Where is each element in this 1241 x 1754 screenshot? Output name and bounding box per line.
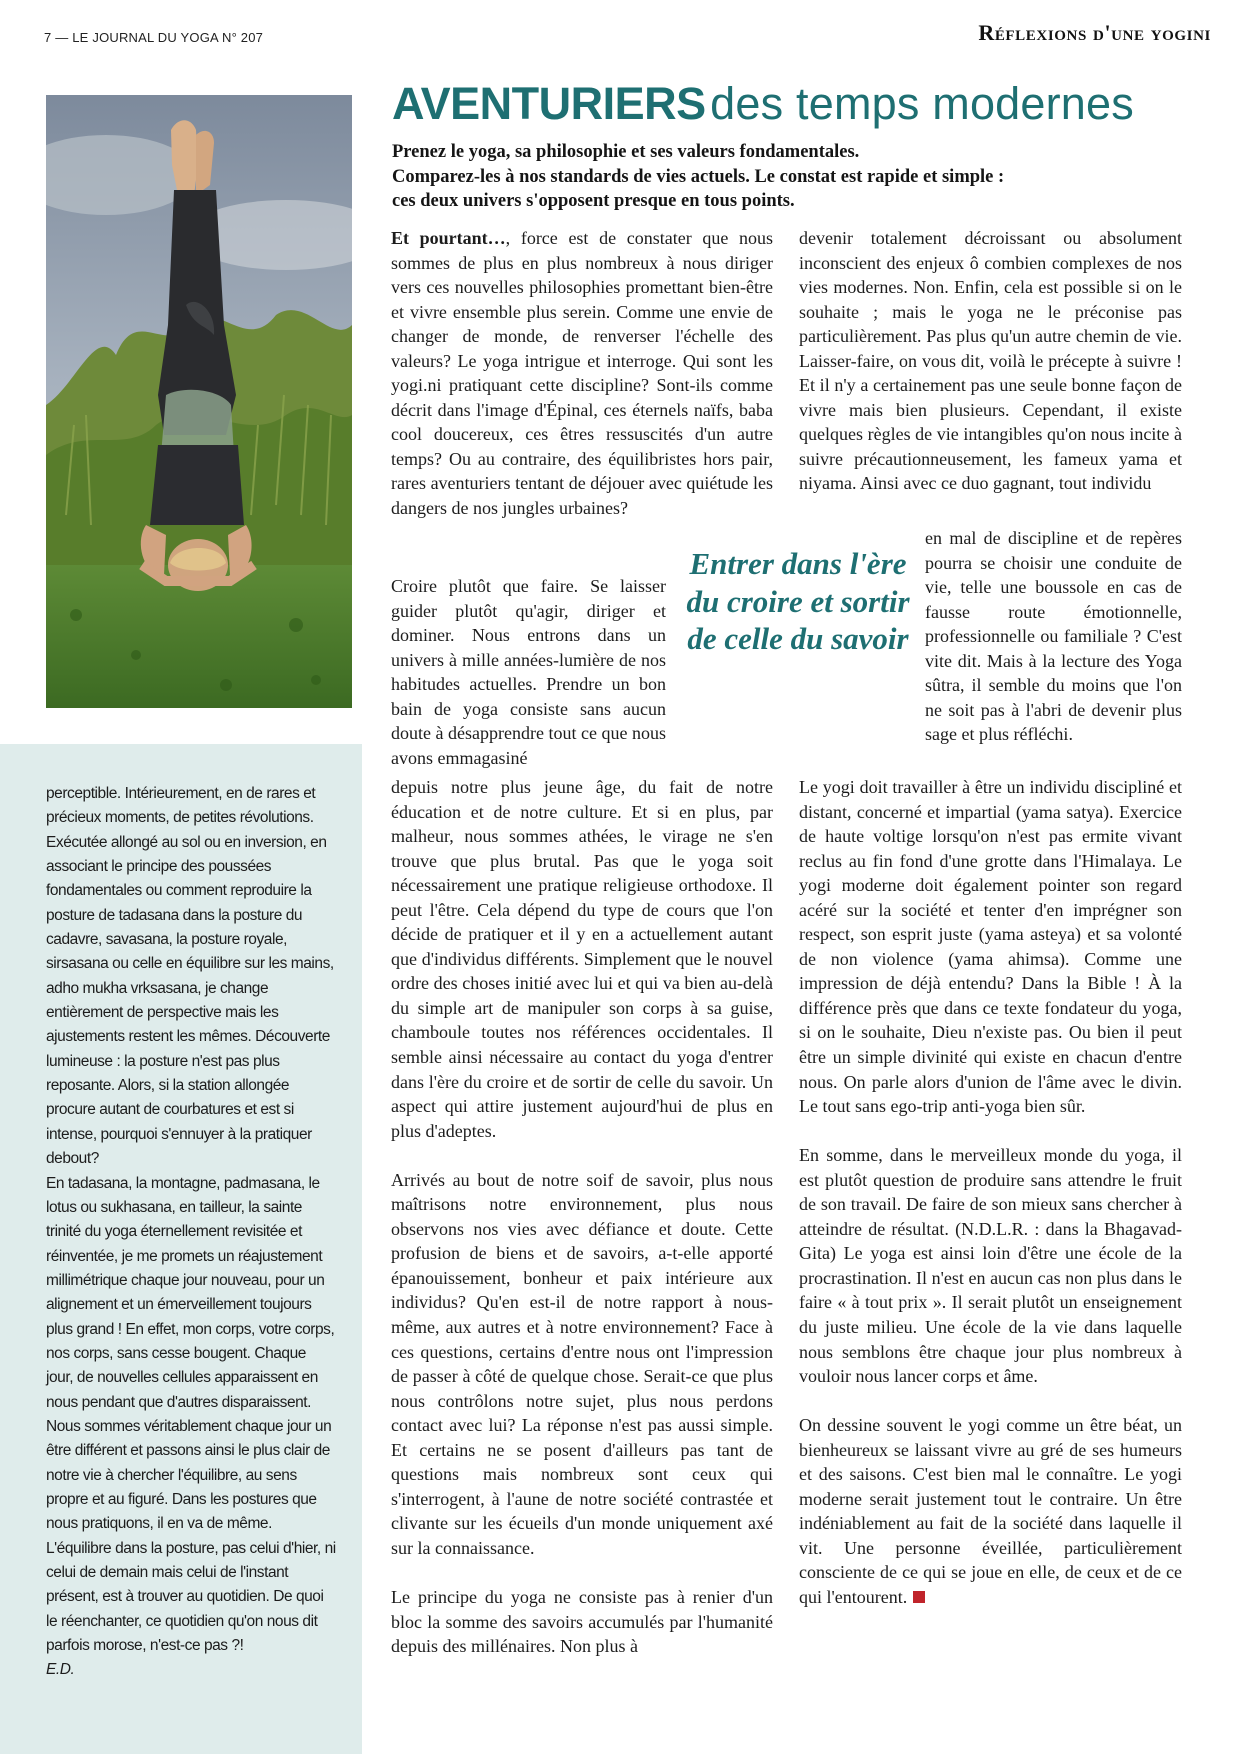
paragraph <box>799 1413 1182 1609</box>
column-2-bottom <box>799 775 1182 1610</box>
lede-line-2: Comparez-les à nos standards de vies actuels. Le constat est rapide et simple : <box>392 166 1005 187</box>
paragraph: En somme, dans le merveilleux monde du yoga, il est plutôt question de produire sans attendre le fruit de son travail. De faire de son mieux sans chercher à atteindre de résultat. (N.D.L.R. : dans la Bhagavad-Gita) Le yoga est ainsi loin d'être une école de la procrastination. Il n'est en aucun cas non plus dans le faire « à tout prix ». Il serait plutôt un enseignement du juste milieu. Une école de la vie dans laquelle nous semblons être chaque jour plus nombreux à vouloir nous lancer corps et âme. <box>799 1145 1182 1387</box>
section-rubric: Réflexions d'une yogini <box>978 20 1211 45</box>
paragraph: Le principe du yoga ne consiste pas à renier d'un bloc la somme des savoirs accumulés par l'humanité depuis des millénaires. Non plus à <box>391 1586 773 1657</box>
column-1-wrap <box>391 574 666 770</box>
sidebar-text <box>46 782 336 1683</box>
paragraph-text: , force est de constater que nous sommes de plus en plus nombreux à nous diriger vers ces nouvelles philosophies promettant bien-être et vivre ensemble plus serein. Comme une envie de changer de monde, de renverser l'échelle des valeurs? Le yoga intrigue et interroge. Qui sont les yogi.ni pratiquant cette discipline? Sont-ils comme décrit dans l'image d'Épinal, ces éternels naïfs, baba cool doucereux, ces êtres ressuscités d'un autre temps? Ou au contraire, des équilibristes hors pair, rares aventuriers tentant de déjouer avec quiétude les dangers de nos jungles urbaines? <box>391 228 773 519</box>
end-of-article-mark <box>913 1591 925 1603</box>
column-1-top <box>391 226 773 521</box>
sidebar-paragraph-2: En tadasana, la montagne, padmasana, le lotus ou sukhasana, en tailleur, la sainte trinité du yoga éternellement revisitée et réinventée, je me promets un réajustement millimétrique chaque jour nouveau, pour un alignement et un émerveillement toujours plus grand ! En effet, mon corps, votre corps, nos corps, sans cesse bougent. Chaque jour, de nouvelles cellules apparaissent en nous pendant que d'autres disparaissent. Nous sommes véritablement chaque jour un être différent et passons ainsi le plus clair de notre vie à chercher l'équilibre, au sens propre et au figuré. Dans les postures que nous pratiquons, il en va de même. L'équilibre dans la posture, pas celui d'hier, ni celui de demain mais celui de l'instant présent, est à trouver au quotidien. De quoi le réenchanter, ce quotidien qu'on nous dit parfois morose, n'est-ce pas ?! <box>46 1174 336 1655</box>
headstand-illustration <box>46 95 352 708</box>
sidebar-signature: E.D. <box>46 1661 75 1679</box>
page-folio: 7 — LE JOURNAL DU YOGA N° 207 <box>44 30 264 45</box>
paragraph: en mal de discipline et de repères pourra se choisir une conduite de vie, telle une boussole en cas de fausse route émotionnelle, professionnelle ou familiale ? C'est vite dit. Mais à la lecture des Yoga sûtra, il semble du moins que l'on ne soit pas à l'abri de devenir plus sage et plus réfléchi. <box>925 528 1182 745</box>
headstand-photo <box>46 95 352 708</box>
lead-in: Et pourtant… <box>391 228 506 248</box>
paragraph: Arrivés au bout de notre soif de savoir, plus nous maîtrisons notre environnement, plus nous observons nos vies avec défiance et doute. Cette profusion de biens et de savoirs, a-t-elle apporté épanouissement, bonheur et paix intérieure aux individus? Qu'en est-il de notre rapport à nous-même, aux autres et à notre environnement? Face à ces questions, certains d'entre nous ont l'impression de passer à côté de quelque chose. Serait-ce que plus nous contrôlons notre sujet, plus nous perdons contact avec lui? La réponse n'est pas aussi simple. Et certains ne se posent d'ailleurs pas tant de questions mais nombreux sont ceux qui s'interrogent, à l'aune de notre société contrastée et clivante sur les écueils d'un monde uniquement axé sur la connaissance. <box>391 1169 773 1558</box>
title-light: des temps modernes <box>710 78 1134 129</box>
lede-line-3: ces deux univers s'opposent presque en tous points. <box>392 191 795 211</box>
paragraph: depuis notre plus jeune âge, du fait de notre éducation et de notre culture. Et si en plus, par malheur, nous sommes athées, le virage ne s'en trouve que plus brutal. Pas que le yoga soit nécessairement une pratique religieuse orthodoxe. Il peut l'être. Cela dépend du type de cours que l'on décide de pratiquer et il y en a actuellement autant que d'individus différents. Simplement que le nouvel ordre des choses initié avec lui et qui va bien au-delà du simple art de manipuler son corps à sa guise, chamboule toutes nos références occidentales. Il semble ainsi nécessaire au contact du yoga d'entrer dans l'ère du croire et de sortir de celle du savoir. Un aspect qui attire justement aujourd'hui de plus en plus d'adeptes. <box>391 777 773 1141</box>
article-lede <box>392 140 1152 214</box>
title-strong: AVENTURIERS <box>392 78 706 129</box>
article-title <box>392 78 1134 130</box>
column-1-bottom <box>391 775 773 1659</box>
paragraph: Croire plutôt que faire. Se laisser guider plutôt qu'agir, diriger et dominer. Nous entrons dans un univers à mille années-lumière de nos habitudes actuelles. Prendre un bon bain de yoga consiste sans aucun doute à désapprendre tout ce que nous avons emmagasiné <box>391 576 666 768</box>
pull-quote: Entrer dans l'ère du croire et sortir de celle du savoir <box>686 546 910 656</box>
sidebar-paragraph-1: perceptible. Intérieurement, en de rares et précieux moments, de petites révolutions. Exécutée allongé au sol ou en inversion, en associant le principe des poussées fondamentales ou comment reproduire la posture de tadasana dans la posture du cadavre, savasana, la posture royale, sirsasana ou celle en équilibre sur les mains, adho mukha vrksasana, je change entièrement de perspective mais les ajustements restent les mêmes. Découverte lumineuse : la posture n'est pas plus reposante. Alors, si la station allongée procure autant de courbatures et est si intense, pourquoi s'ennuyer à la pratiquer debout? <box>46 785 334 1168</box>
paragraph <box>391 226 773 521</box>
lede-line-1: Prenez le yoga, sa philosophie et ses valeurs fondamentales. <box>392 142 860 162</box>
paragraph-text: On dessine souvent le yogi comme un être béat, un bienheureux se laissant vivre au gré de ses humeurs et des saisons. C'est bien mal le connaître. Le yogi moderne serait justement tout le contraire. Un être indéniablement au fait de la société dans laquelle il vit. Une personne éveillée, particulièrement consciente de ce qui se joue en elle, de ceux et de ce qui l'entourent. <box>799 1415 1182 1607</box>
column-2-wrap <box>925 526 1182 747</box>
column-2-top <box>799 226 1182 496</box>
paragraph: devenir totalement décroissant ou absolument inconscient des enjeux ô combien complexes de nos vies modernes. Non. Enfin, cela est possible si on le souhaite ; mais le yoga ne le préconise pas particulièrement. Pas plus qu'un autre chemin de vie. Laisser-faire, on vous dit, voilà le précepte à suivre ! Et il n'y a certainement pas une seule bonne façon de vivre mais bien plusieurs. Cependant, il existe quelques règles de vie intangibles qu'on nous incite à suivre précautionneusement, les fameux yama et niyama. Ainsi avec ce duo gagnant, tout individu <box>799 228 1182 494</box>
paragraph: Le yogi doit travailler à être un individu discipliné et distant, concerné et impartial (yama satya). Exercice de haute voltige lorsqu'on n'est pas ermite vivant reclus au fin fond d'une grotte dans l'Himalaya. Le yogi moderne doit également pointer son regard acéré sur la société et tenter d'en imprégner son respect, son esprit juste (yama asteya) et sa volonté de non violence (yama ahimsa). Comme une impression de déjà entendu? Dans la Bible ! À la différence près que dans ce texte fondateur du yoga, si on le souhaite, Dieu n'existe pas. Ou bien il peut être un simple divinité qui existe en chacun d'entre nous. On parle alors d'union de l'âme avec le divin. Le tout sans ego-trip anti-yoga bien sûr. <box>799 777 1182 1117</box>
